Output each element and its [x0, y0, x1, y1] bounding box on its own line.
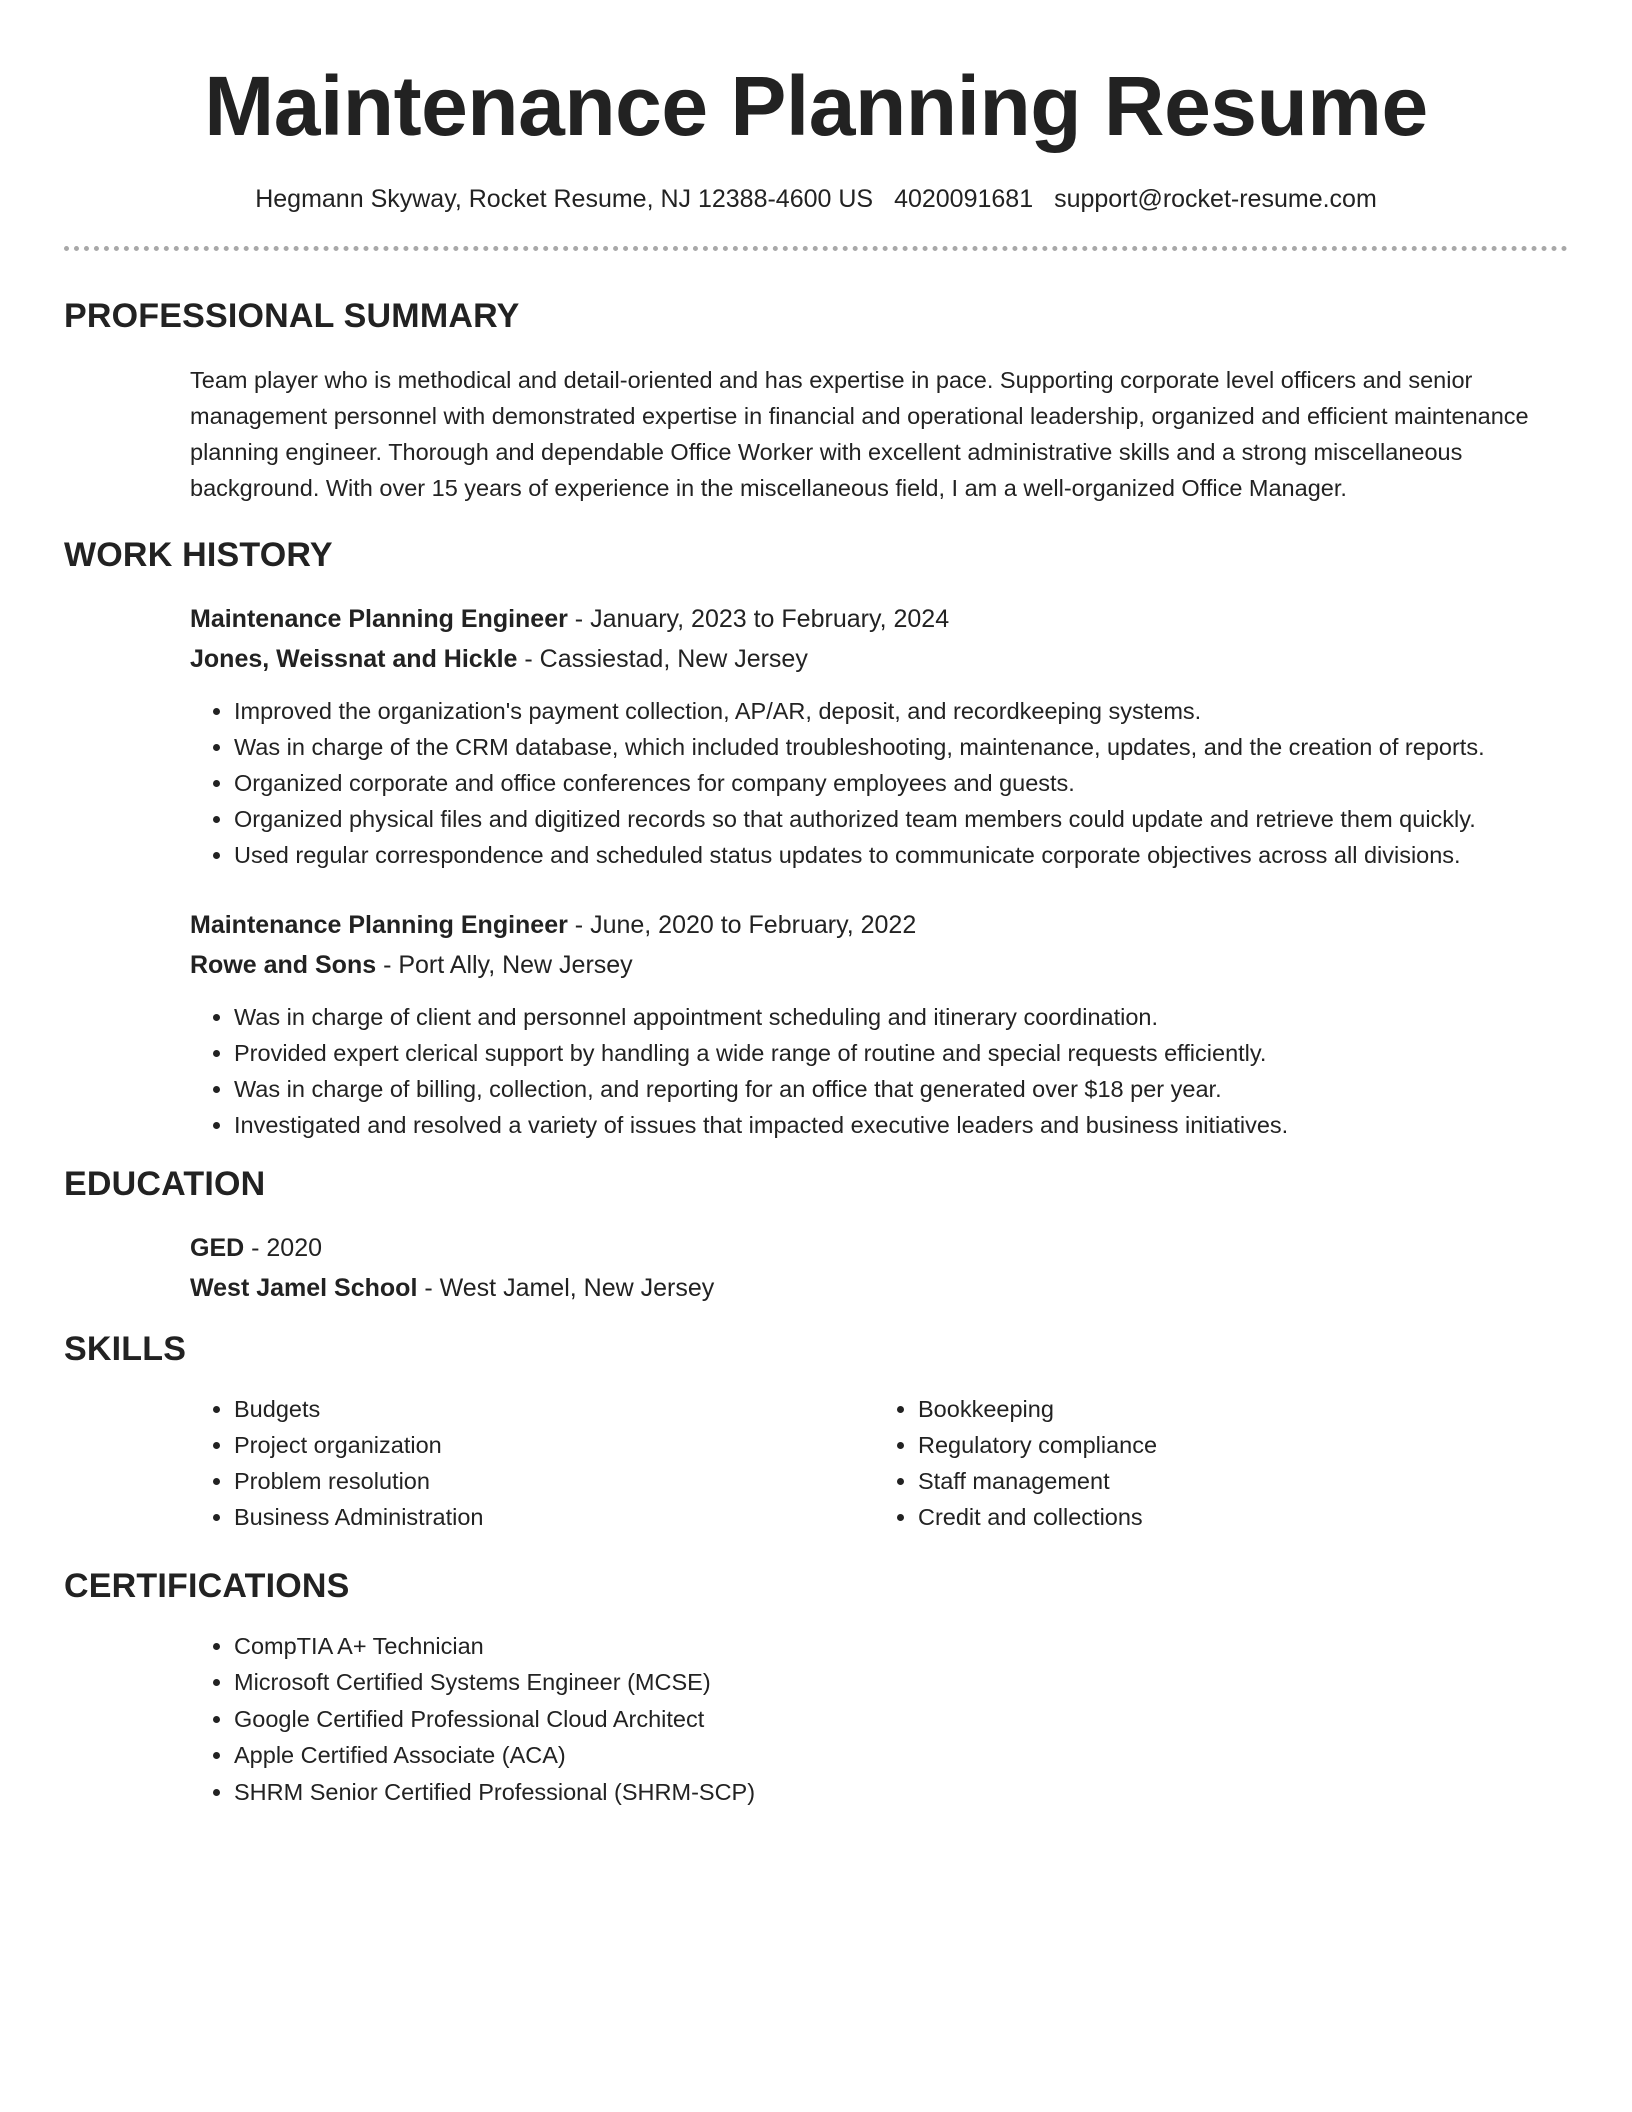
skill-item: • Problem resolution [234, 1463, 874, 1499]
skill-item: • Regulatory compliance [918, 1427, 1518, 1463]
skills-grid [190, 1391, 1568, 1535]
job-role-line [190, 599, 1568, 639]
job-bullet: • Improved the organization's payment collection, AP/AR, deposit, and recordkeeping systems. [234, 693, 1568, 729]
contact-line [64, 185, 1568, 214]
education-year: - 2020 [244, 1233, 323, 1262]
certifications-list [190, 1628, 1568, 1811]
header-divider [64, 246, 1568, 251]
job-role: Maintenance Planning Engineer [190, 910, 568, 939]
job-bullet: • Provided expert clerical support by handling a wide range of routine and special requests efficiently. [234, 1035, 1568, 1071]
job-bullet: • Was in charge of billing, collection, and reporting for an office that generated over $18 per year. [234, 1071, 1568, 1107]
certification-item: • Microsoft Certified Systems Engineer (MCSE) [234, 1664, 1568, 1701]
contact-email: support@rocket-resume.com [1054, 184, 1377, 213]
skills-column-left [190, 1391, 874, 1535]
job-company-line [190, 945, 1568, 985]
job-company-line [190, 639, 1568, 679]
skill-item: • Credit and collections [918, 1499, 1518, 1535]
education-degree: GED [190, 1233, 245, 1262]
certification-item: • Google Certified Professional Cloud Architect [234, 1701, 1568, 1738]
education-heading: EDUCATION [64, 1164, 266, 1203]
skills-heading: SKILLS [64, 1329, 187, 1368]
job-entry [190, 599, 1568, 873]
job-bullet: • Was in charge of the CRM database, which included troubleshooting, maintenance, updates, and the creation of reports. [234, 729, 1568, 765]
job-dates: - June, 2020 to February, 2022 [567, 910, 917, 939]
job-role: Maintenance Planning Engineer [190, 604, 568, 633]
certification-item: • Apple Certified Associate (ACA) [234, 1737, 1568, 1774]
education-location: - West Jamel, New Jersey [417, 1273, 715, 1302]
skills-column-right [874, 1391, 1518, 1535]
job-bullet: • Organized corporate and office conferences for company employees and guests. [234, 765, 1568, 801]
education-school-line [190, 1268, 1568, 1308]
skill-item: • Project organization [234, 1427, 874, 1463]
skill-item: • Business Administration [234, 1499, 874, 1535]
job-entry [190, 905, 1568, 1143]
work-history-section [64, 536, 1568, 1143]
certifications-bullets [190, 1628, 1568, 1811]
education-section [64, 1165, 1568, 1308]
contact-address: Hegmann Skyway, Rocket Resume, NJ 12388-4600 US [255, 184, 874, 213]
education-degree-line [190, 1228, 1568, 1268]
education-entry [190, 1228, 1568, 1308]
skill-item: • Staff management [918, 1463, 1518, 1499]
certification-item: • SHRM Senior Certified Professional (SHRM-SCP) [234, 1774, 1568, 1811]
summary-section [64, 297, 1568, 506]
job-company: Rowe and Sons [190, 950, 377, 979]
job-location: - Port Ally, New Jersey [376, 950, 633, 979]
work-history-heading: WORK HISTORY [64, 535, 333, 574]
job-role-line [190, 905, 1568, 945]
job-dates: - January, 2023 to February, 2024 [567, 604, 950, 633]
skill-item: • Bookkeeping [918, 1391, 1518, 1427]
contact-phone: 4020091681 [894, 184, 1034, 213]
skill-item: • Budgets [234, 1391, 874, 1427]
job-bullet: • Investigated and resolved a variety of issues that impacted executive leaders and business initiatives. [234, 1107, 1568, 1143]
job-bullet: • Used regular correspondence and scheduled status updates to communicate corporate objectives across all divisions. [234, 837, 1568, 873]
summary-heading: PROFESSIONAL SUMMARY [64, 296, 520, 335]
education-school: West Jamel School [190, 1273, 418, 1302]
resume-title: Maintenance Planning Resume [204, 59, 1428, 153]
summary-text: Team player who is methodical and detail-oriented and has expertise in pace. Supporting corporate level officers and senior management personnel with demonstrated expertise in financial and operational leadership, organized and efficient maintenance planning engineer. Thorough and dependable Office Worker with excellent administrative skills and a strong miscellaneous background. With over 15 years of experience in the miscellaneous field, I am a well-organized Office Manager. [190, 366, 1529, 501]
job-bullets [190, 999, 1568, 1143]
certification-item: • CompTIA A+ Technician [234, 1628, 1568, 1665]
job-bullet: • Was in charge of client and personnel appointment scheduling and itinerary coordination. [234, 999, 1568, 1035]
job-company: Jones, Weissnat and Hickle [190, 644, 518, 673]
certifications-section [64, 1567, 1568, 1811]
certifications-heading: CERTIFICATIONS [64, 1566, 350, 1605]
job-bullets [190, 693, 1568, 873]
skills-section [64, 1330, 1568, 1535]
job-bullet: • Organized physical files and digitized records so that authorized team members could update and retrieve them quickly. [234, 801, 1568, 837]
job-location: - Cassiestad, New Jersey [517, 644, 808, 673]
